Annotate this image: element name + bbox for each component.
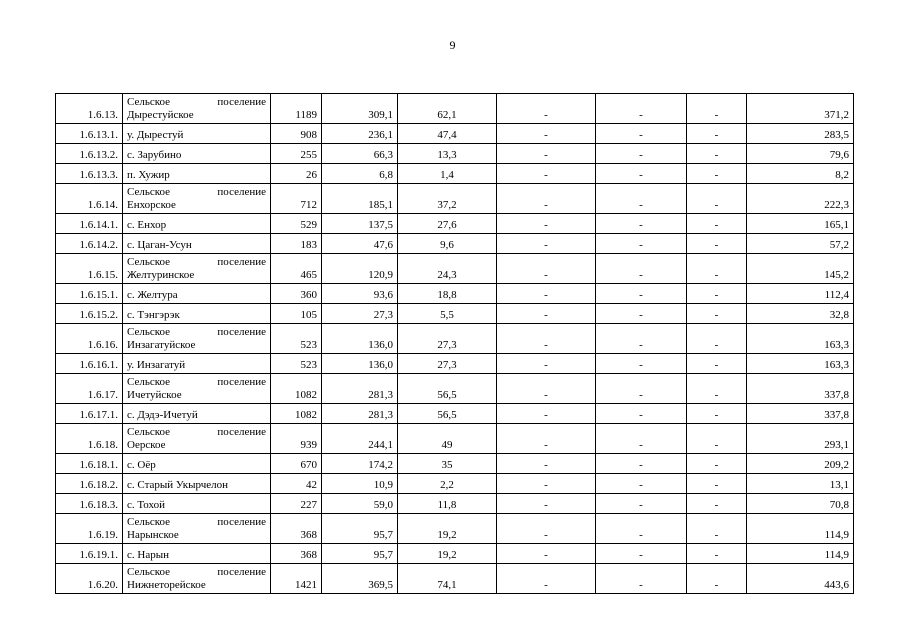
dash-cell: - (596, 234, 687, 254)
total-cell: 165,1 (747, 214, 854, 234)
table-row (56, 304, 854, 324)
dash-cell: - (596, 284, 687, 304)
dash-cell: - (596, 184, 687, 214)
total-cell: 337,8 (747, 404, 854, 424)
name-line-1 (127, 516, 266, 529)
dash-cell: - (497, 424, 596, 454)
data-table (55, 93, 854, 594)
name-line-2: Ичетуйское (127, 389, 182, 401)
value-cell: 1,4 (398, 164, 497, 184)
dash-cell: - (687, 374, 747, 404)
table-row-settlement (56, 514, 854, 544)
dash-cell: - (596, 324, 687, 354)
value-cell: 59,0 (322, 494, 398, 514)
value-cell: 281,3 (322, 374, 398, 404)
dash-cell: - (687, 354, 747, 374)
row-code-cell: 1.6.18.2. (56, 474, 123, 494)
dash-cell: - (596, 254, 687, 284)
row-name-cell: у. Дырестуй (123, 124, 271, 144)
dash-cell: - (687, 424, 747, 454)
row-name-cell (123, 424, 271, 454)
dash-cell: - (596, 214, 687, 234)
table-row (56, 284, 854, 304)
name-word: Сельское (127, 376, 171, 388)
dash-cell: - (596, 474, 687, 494)
population-cell: 529 (271, 214, 322, 234)
dash-cell: - (596, 404, 687, 424)
row-name-cell (123, 514, 271, 544)
dash-cell: - (687, 474, 747, 494)
dash-cell: - (687, 454, 747, 474)
value-cell: 236,1 (322, 124, 398, 144)
row-code-cell: 1.6.14. (56, 184, 123, 214)
population-cell: 523 (271, 324, 322, 354)
row-code-cell: 1.6.16.1. (56, 354, 123, 374)
dash-cell: - (497, 514, 596, 544)
table-row (56, 214, 854, 234)
row-code-cell: 1.6.15.2. (56, 304, 123, 324)
value-cell: 137,5 (322, 214, 398, 234)
row-code-cell: 1.6.13.1. (56, 124, 123, 144)
value-cell: 47,6 (322, 234, 398, 254)
name-word: Сельское (127, 96, 171, 108)
row-name-cell: с. Старый Укырчелон (123, 474, 271, 494)
value-cell: 95,7 (322, 514, 398, 544)
dash-cell: - (596, 354, 687, 374)
dash-cell: - (497, 124, 596, 144)
value-cell: 74,1 (398, 564, 497, 594)
name-word: поселение (217, 376, 266, 388)
row-code-cell: 1.6.15.1. (56, 284, 123, 304)
population-cell: 939 (271, 424, 322, 454)
table-row (56, 404, 854, 424)
dash-cell: - (596, 94, 687, 124)
value-cell: 66,3 (322, 144, 398, 164)
name-word: Сельское (127, 566, 171, 578)
name-word: Сельское (127, 516, 171, 528)
population-cell: 26 (271, 164, 322, 184)
population-cell: 360 (271, 284, 322, 304)
row-code-cell: 1.6.17.1. (56, 404, 123, 424)
row-code-cell: 1.6.14.2. (56, 234, 123, 254)
value-cell: 19,2 (398, 514, 497, 544)
total-cell: 371,2 (747, 94, 854, 124)
row-name-cell: п. Хужир (123, 164, 271, 184)
name-line-1 (127, 426, 266, 439)
name-word: поселение (217, 256, 266, 268)
value-cell: 174,2 (322, 454, 398, 474)
table-row (56, 494, 854, 514)
population-cell: 1082 (271, 404, 322, 424)
table-row (56, 164, 854, 184)
population-cell: 183 (271, 234, 322, 254)
value-cell: 185,1 (322, 184, 398, 214)
name-word: Сельское (127, 186, 171, 198)
population-cell: 227 (271, 494, 322, 514)
row-name-cell: с. Цаган-Усун (123, 234, 271, 254)
dash-cell: - (687, 304, 747, 324)
dash-cell: - (687, 144, 747, 164)
dash-cell: - (687, 284, 747, 304)
dash-cell: - (687, 564, 747, 594)
value-cell: 56,5 (398, 404, 497, 424)
name-word: поселение (217, 566, 266, 578)
name-line-2: Нижнеторейское (127, 579, 206, 591)
table-row (56, 474, 854, 494)
total-cell: 337,8 (747, 374, 854, 404)
row-name-cell: с. Нарын (123, 544, 271, 564)
name-line-2: Оерское (127, 439, 166, 451)
value-cell: 49 (398, 424, 497, 454)
dash-cell: - (497, 354, 596, 374)
table-body (56, 94, 854, 594)
row-name-cell (123, 564, 271, 594)
dash-cell: - (497, 284, 596, 304)
dash-cell: - (596, 454, 687, 474)
value-cell: 19,2 (398, 544, 497, 564)
row-name-cell (123, 254, 271, 284)
population-cell: 1189 (271, 94, 322, 124)
value-cell: 13,3 (398, 144, 497, 164)
table-row (56, 144, 854, 164)
population-cell: 255 (271, 144, 322, 164)
row-code-cell: 1.6.19. (56, 514, 123, 544)
dash-cell: - (596, 164, 687, 184)
dash-cell: - (497, 374, 596, 404)
population-cell: 670 (271, 454, 322, 474)
table-row (56, 234, 854, 254)
dash-cell: - (497, 144, 596, 164)
name-line-2: Нарынское (127, 529, 179, 541)
total-cell: 293,1 (747, 424, 854, 454)
total-cell: 79,6 (747, 144, 854, 164)
table-row (56, 354, 854, 374)
row-name-cell (123, 374, 271, 404)
dash-cell: - (497, 94, 596, 124)
name-word: поселение (217, 326, 266, 338)
dash-cell: - (687, 214, 747, 234)
value-cell: 11,8 (398, 494, 497, 514)
value-cell: 136,0 (322, 354, 398, 374)
total-cell: 13,1 (747, 474, 854, 494)
dash-cell: - (497, 164, 596, 184)
name-line-1 (127, 186, 266, 199)
row-name-cell: с. Оёр (123, 454, 271, 474)
value-cell: 18,8 (398, 284, 497, 304)
row-code-cell: 1.6.18.1. (56, 454, 123, 474)
row-code-cell: 1.6.13.2. (56, 144, 123, 164)
total-cell: 443,6 (747, 564, 854, 594)
row-code-cell: 1.6.16. (56, 324, 123, 354)
total-cell: 163,3 (747, 324, 854, 354)
table-row-settlement (56, 254, 854, 284)
dash-cell: - (596, 424, 687, 454)
table-row (56, 124, 854, 144)
value-cell: 95,7 (322, 544, 398, 564)
name-line-2: Инзагатуйское (127, 339, 196, 351)
total-cell: 163,3 (747, 354, 854, 374)
total-cell: 283,5 (747, 124, 854, 144)
row-code-cell: 1.6.18.3. (56, 494, 123, 514)
name-word: поселение (217, 426, 266, 438)
table-row-settlement (56, 324, 854, 354)
row-name-cell: у. Инзагатуй (123, 354, 271, 374)
table-row-settlement (56, 374, 854, 404)
total-cell: 114,9 (747, 514, 854, 544)
name-line-2: Енхорское (127, 199, 176, 211)
table-row-settlement (56, 424, 854, 454)
value-cell: 37,2 (398, 184, 497, 214)
dash-cell: - (497, 404, 596, 424)
dash-cell: - (687, 254, 747, 284)
dash-cell: - (596, 544, 687, 564)
page-number: 9 (449, 38, 456, 52)
population-cell: 105 (271, 304, 322, 324)
population-cell: 42 (271, 474, 322, 494)
name-word: Сельское (127, 426, 171, 438)
population-cell: 465 (271, 254, 322, 284)
row-name-cell: с. Енхор (123, 214, 271, 234)
row-code-cell: 1.6.19.1. (56, 544, 123, 564)
total-cell: 209,2 (747, 454, 854, 474)
row-code-cell: 1.6.20. (56, 564, 123, 594)
population-cell: 1082 (271, 374, 322, 404)
total-cell: 57,2 (747, 234, 854, 254)
value-cell: 244,1 (322, 424, 398, 454)
total-cell: 222,3 (747, 184, 854, 214)
dash-cell: - (497, 214, 596, 234)
population-cell: 368 (271, 544, 322, 564)
name-line-2: Желтуринское (127, 269, 195, 281)
name-word: Сельское (127, 326, 171, 338)
dash-cell: - (687, 494, 747, 514)
value-cell: 27,3 (322, 304, 398, 324)
table-row-settlement (56, 94, 854, 124)
population-cell: 523 (271, 354, 322, 374)
row-name-cell: с. Тохой (123, 494, 271, 514)
value-cell: 2,2 (398, 474, 497, 494)
population-cell: 908 (271, 124, 322, 144)
table-row-settlement (56, 184, 854, 214)
dash-cell: - (497, 454, 596, 474)
row-name-cell: с. Тэнгэрэк (123, 304, 271, 324)
value-cell: 27,3 (398, 354, 497, 374)
dash-cell: - (596, 514, 687, 544)
name-word: Сельское (127, 256, 171, 268)
value-cell: 309,1 (322, 94, 398, 124)
total-cell: 32,8 (747, 304, 854, 324)
row-code-cell: 1.6.18. (56, 424, 123, 454)
dash-cell: - (497, 474, 596, 494)
dash-cell: - (687, 234, 747, 254)
value-cell: 56,5 (398, 374, 497, 404)
dash-cell: - (497, 234, 596, 254)
row-name-cell: с. Зарубино (123, 144, 271, 164)
value-cell: 27,3 (398, 324, 497, 354)
row-name-cell (123, 324, 271, 354)
dash-cell: - (596, 564, 687, 594)
dash-cell: - (497, 544, 596, 564)
dash-cell: - (596, 304, 687, 324)
name-word: поселение (217, 516, 266, 528)
table-row-settlement (56, 564, 854, 594)
row-name-cell: с. Желтура (123, 284, 271, 304)
dash-cell: - (596, 124, 687, 144)
dash-cell: - (687, 544, 747, 564)
dash-cell: - (596, 374, 687, 404)
value-cell: 6,8 (322, 164, 398, 184)
value-cell: 47,4 (398, 124, 497, 144)
population-cell: 712 (271, 184, 322, 214)
total-cell: 114,9 (747, 544, 854, 564)
row-name-cell (123, 184, 271, 214)
population-cell: 1421 (271, 564, 322, 594)
total-cell: 112,4 (747, 284, 854, 304)
dash-cell: - (687, 124, 747, 144)
population-cell: 368 (271, 514, 322, 544)
name-word: поселение (217, 186, 266, 198)
dash-cell: - (596, 144, 687, 164)
name-word: поселение (217, 96, 266, 108)
dash-cell: - (497, 324, 596, 354)
value-cell: 24,3 (398, 254, 497, 284)
dash-cell: - (497, 494, 596, 514)
dash-cell: - (687, 164, 747, 184)
name-line-2: Дырестуйское (127, 109, 194, 121)
name-line-1 (127, 326, 266, 339)
row-code-cell: 1.6.14.1. (56, 214, 123, 234)
dash-cell: - (687, 94, 747, 124)
dash-cell: - (687, 514, 747, 544)
name-line-1 (127, 376, 266, 389)
value-cell: 369,5 (322, 564, 398, 594)
dash-cell: - (596, 494, 687, 514)
name-line-1 (127, 256, 266, 269)
dash-cell: - (497, 254, 596, 284)
table-row (56, 454, 854, 474)
dash-cell: - (497, 564, 596, 594)
row-code-cell: 1.6.17. (56, 374, 123, 404)
value-cell: 62,1 (398, 94, 497, 124)
row-name-cell (123, 94, 271, 124)
row-code-cell: 1.6.13.3. (56, 164, 123, 184)
dash-cell: - (497, 304, 596, 324)
value-cell: 35 (398, 454, 497, 474)
total-cell: 145,2 (747, 254, 854, 284)
row-code-cell: 1.6.15. (56, 254, 123, 284)
table-row (56, 544, 854, 564)
row-code-cell: 1.6.13. (56, 94, 123, 124)
dash-cell: - (687, 404, 747, 424)
total-cell: 8,2 (747, 164, 854, 184)
value-cell: 136,0 (322, 324, 398, 354)
dash-cell: - (687, 184, 747, 214)
value-cell: 93,6 (322, 284, 398, 304)
value-cell: 10,9 (322, 474, 398, 494)
name-line-1 (127, 96, 266, 109)
value-cell: 9,6 (398, 234, 497, 254)
value-cell: 281,3 (322, 404, 398, 424)
name-line-1 (127, 566, 266, 579)
total-cell: 70,8 (747, 494, 854, 514)
row-name-cell: с. Дэдэ-Ичетуй (123, 404, 271, 424)
dash-cell: - (687, 324, 747, 354)
value-cell: 5,5 (398, 304, 497, 324)
value-cell: 120,9 (322, 254, 398, 284)
dash-cell: - (497, 184, 596, 214)
value-cell: 27,6 (398, 214, 497, 234)
